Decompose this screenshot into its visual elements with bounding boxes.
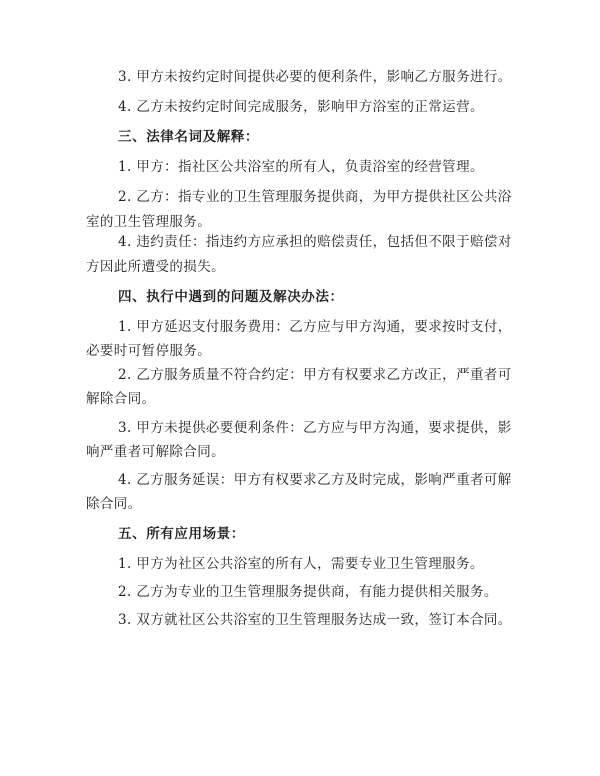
paragraph-line: 4. 乙方未按约定时间完成服务，影响甲方浴室的正常运营。 (118, 99, 484, 115)
paragraph-line: 4. 乙方服务延误：甲方有权要求乙方及时完成，影响严重者可解 (118, 472, 512, 488)
section-heading: 三、法律名词及解释： (118, 129, 259, 145)
paragraph-line: 3. 甲方未按约定时间提供必要的便利条件，影响乙方服务进行。 (118, 69, 512, 85)
paragraph-line: 2. 乙方：指专业的卫生管理服务提供商，为甲方提供社区公共浴 (118, 189, 512, 205)
paragraph-line: 必要时可暂停服务。 (86, 343, 212, 359)
paragraph-line: 3. 双方就社区公共浴室的卫生管理服务达成一致，签订本合同。 (118, 612, 512, 628)
paragraph-line: 方因此所遭受的损失。 (86, 259, 225, 275)
section-heading: 五、所有应用场景： (118, 526, 245, 542)
paragraph-line: 1. 甲方延迟支付服务费用：乙方应与甲方沟通，要求按时支付， (118, 319, 512, 335)
paragraph-line: 除合同。 (86, 496, 142, 512)
paragraph-line: 2. 乙方为专业的卫生管理服务提供商，有能力提供相关服务。 (118, 584, 498, 600)
paragraph-line: 3. 甲方未提供必要便利条件：乙方应与甲方沟通，要求提供，影 (118, 420, 512, 436)
paragraph-line: 2. 乙方服务质量不符合约定：甲方有权要求乙方改正，严重者可 (118, 367, 512, 383)
paragraph-line: 室的卫生管理服务。 (86, 214, 212, 230)
paragraph-line: 1. 甲方为社区公共浴室的所有人，需要专业卫生管理服务。 (118, 556, 484, 572)
paragraph-line: 1. 甲方：指社区公共浴室的所有人，负责浴室的经营管理。 (118, 159, 484, 175)
paragraph-line: 解除合同。 (86, 391, 156, 407)
paragraph-line: 4. 违约责任：指违约方应承担的赔偿责任，包括但不限于赔偿对 (118, 234, 512, 250)
section-heading: 四、执行中遇到的问题及解决办法： (118, 289, 344, 305)
paragraph-line: 响严重者可解除合同。 (86, 444, 225, 460)
